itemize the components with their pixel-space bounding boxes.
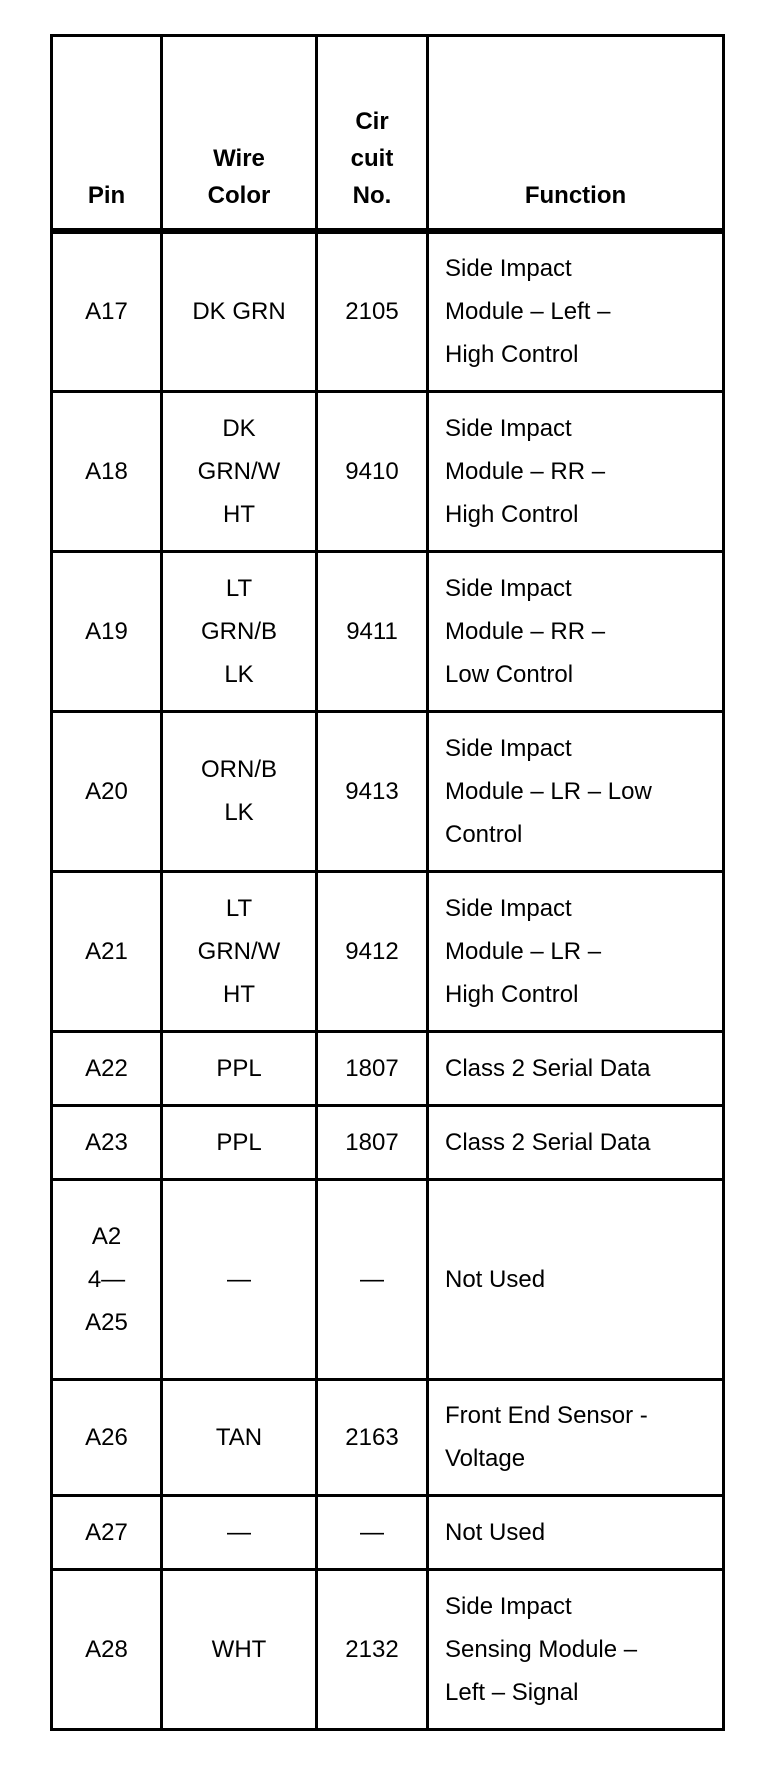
cell-circuit: 2132 bbox=[317, 1569, 428, 1729]
header-pin: Pin bbox=[52, 36, 162, 232]
cell-wire-color: TAN bbox=[162, 1379, 317, 1495]
cell-circuit: 1807 bbox=[317, 1031, 428, 1105]
cell-wire-color: PPL bbox=[162, 1105, 317, 1179]
cell-pin: A17 bbox=[52, 231, 162, 391]
cell-function: Class 2 Serial Data bbox=[428, 1105, 724, 1179]
cell-circuit: 9412 bbox=[317, 871, 428, 1031]
cell-wire-color: — bbox=[162, 1179, 317, 1379]
cell-pin: A2 4— A25 bbox=[52, 1179, 162, 1379]
cell-circuit: — bbox=[317, 1179, 428, 1379]
cell-function: Not Used bbox=[428, 1179, 724, 1379]
table-row bbox=[52, 391, 724, 551]
cell-function: Side Impact Sensing Module – Left – Signal bbox=[428, 1569, 724, 1729]
cell-circuit: 2163 bbox=[317, 1379, 428, 1495]
table-row bbox=[52, 1495, 724, 1569]
table-row bbox=[52, 871, 724, 1031]
table-row bbox=[52, 711, 724, 871]
cell-wire-color: DK GRN/W HT bbox=[162, 391, 317, 551]
cell-function: Side Impact Module – Left – High Control bbox=[428, 231, 724, 391]
cell-pin: A22 bbox=[52, 1031, 162, 1105]
cell-wire-color: LT GRN/B LK bbox=[162, 551, 317, 711]
table-row bbox=[52, 1105, 724, 1179]
cell-wire-color: LT GRN/W HT bbox=[162, 871, 317, 1031]
cell-pin: A28 bbox=[52, 1569, 162, 1729]
table-row bbox=[52, 551, 724, 711]
table-row bbox=[52, 1569, 724, 1729]
table-row bbox=[52, 231, 724, 391]
cell-circuit: 9411 bbox=[317, 551, 428, 711]
table-header bbox=[52, 36, 724, 232]
cell-pin: A21 bbox=[52, 871, 162, 1031]
cell-function: Not Used bbox=[428, 1495, 724, 1569]
cell-function: Side Impact Module – RR – Low Control bbox=[428, 551, 724, 711]
table-row bbox=[52, 1379, 724, 1495]
cell-function: Side Impact Module – RR – High Control bbox=[428, 391, 724, 551]
cell-function: Class 2 Serial Data bbox=[428, 1031, 724, 1105]
cell-wire-color: PPL bbox=[162, 1031, 317, 1105]
header-wire-color: Wire Color bbox=[162, 36, 317, 232]
pinout-table bbox=[50, 34, 725, 1731]
cell-pin: A18 bbox=[52, 391, 162, 551]
cell-circuit: 1807 bbox=[317, 1105, 428, 1179]
cell-wire-color: ORN/B LK bbox=[162, 711, 317, 871]
cell-wire-color: DK GRN bbox=[162, 231, 317, 391]
cell-function: Front End Sensor - Voltage bbox=[428, 1379, 724, 1495]
cell-circuit: — bbox=[317, 1495, 428, 1569]
cell-circuit: 9410 bbox=[317, 391, 428, 551]
table-body bbox=[52, 231, 724, 1729]
header-function: Function bbox=[428, 36, 724, 232]
cell-function: Side Impact Module – LR – Low Control bbox=[428, 711, 724, 871]
cell-wire-color: WHT bbox=[162, 1569, 317, 1729]
cell-wire-color: — bbox=[162, 1495, 317, 1569]
cell-pin: A26 bbox=[52, 1379, 162, 1495]
cell-circuit: 9413 bbox=[317, 711, 428, 871]
header-circuit-no: Cir cuit No. bbox=[317, 36, 428, 232]
cell-pin: A19 bbox=[52, 551, 162, 711]
cell-function: Side Impact Module – LR – High Control bbox=[428, 871, 724, 1031]
cell-circuit: 2105 bbox=[317, 231, 428, 391]
cell-pin: A27 bbox=[52, 1495, 162, 1569]
cell-pin: A23 bbox=[52, 1105, 162, 1179]
table-row bbox=[52, 1179, 724, 1379]
table-row bbox=[52, 1031, 724, 1105]
cell-pin: A20 bbox=[52, 711, 162, 871]
